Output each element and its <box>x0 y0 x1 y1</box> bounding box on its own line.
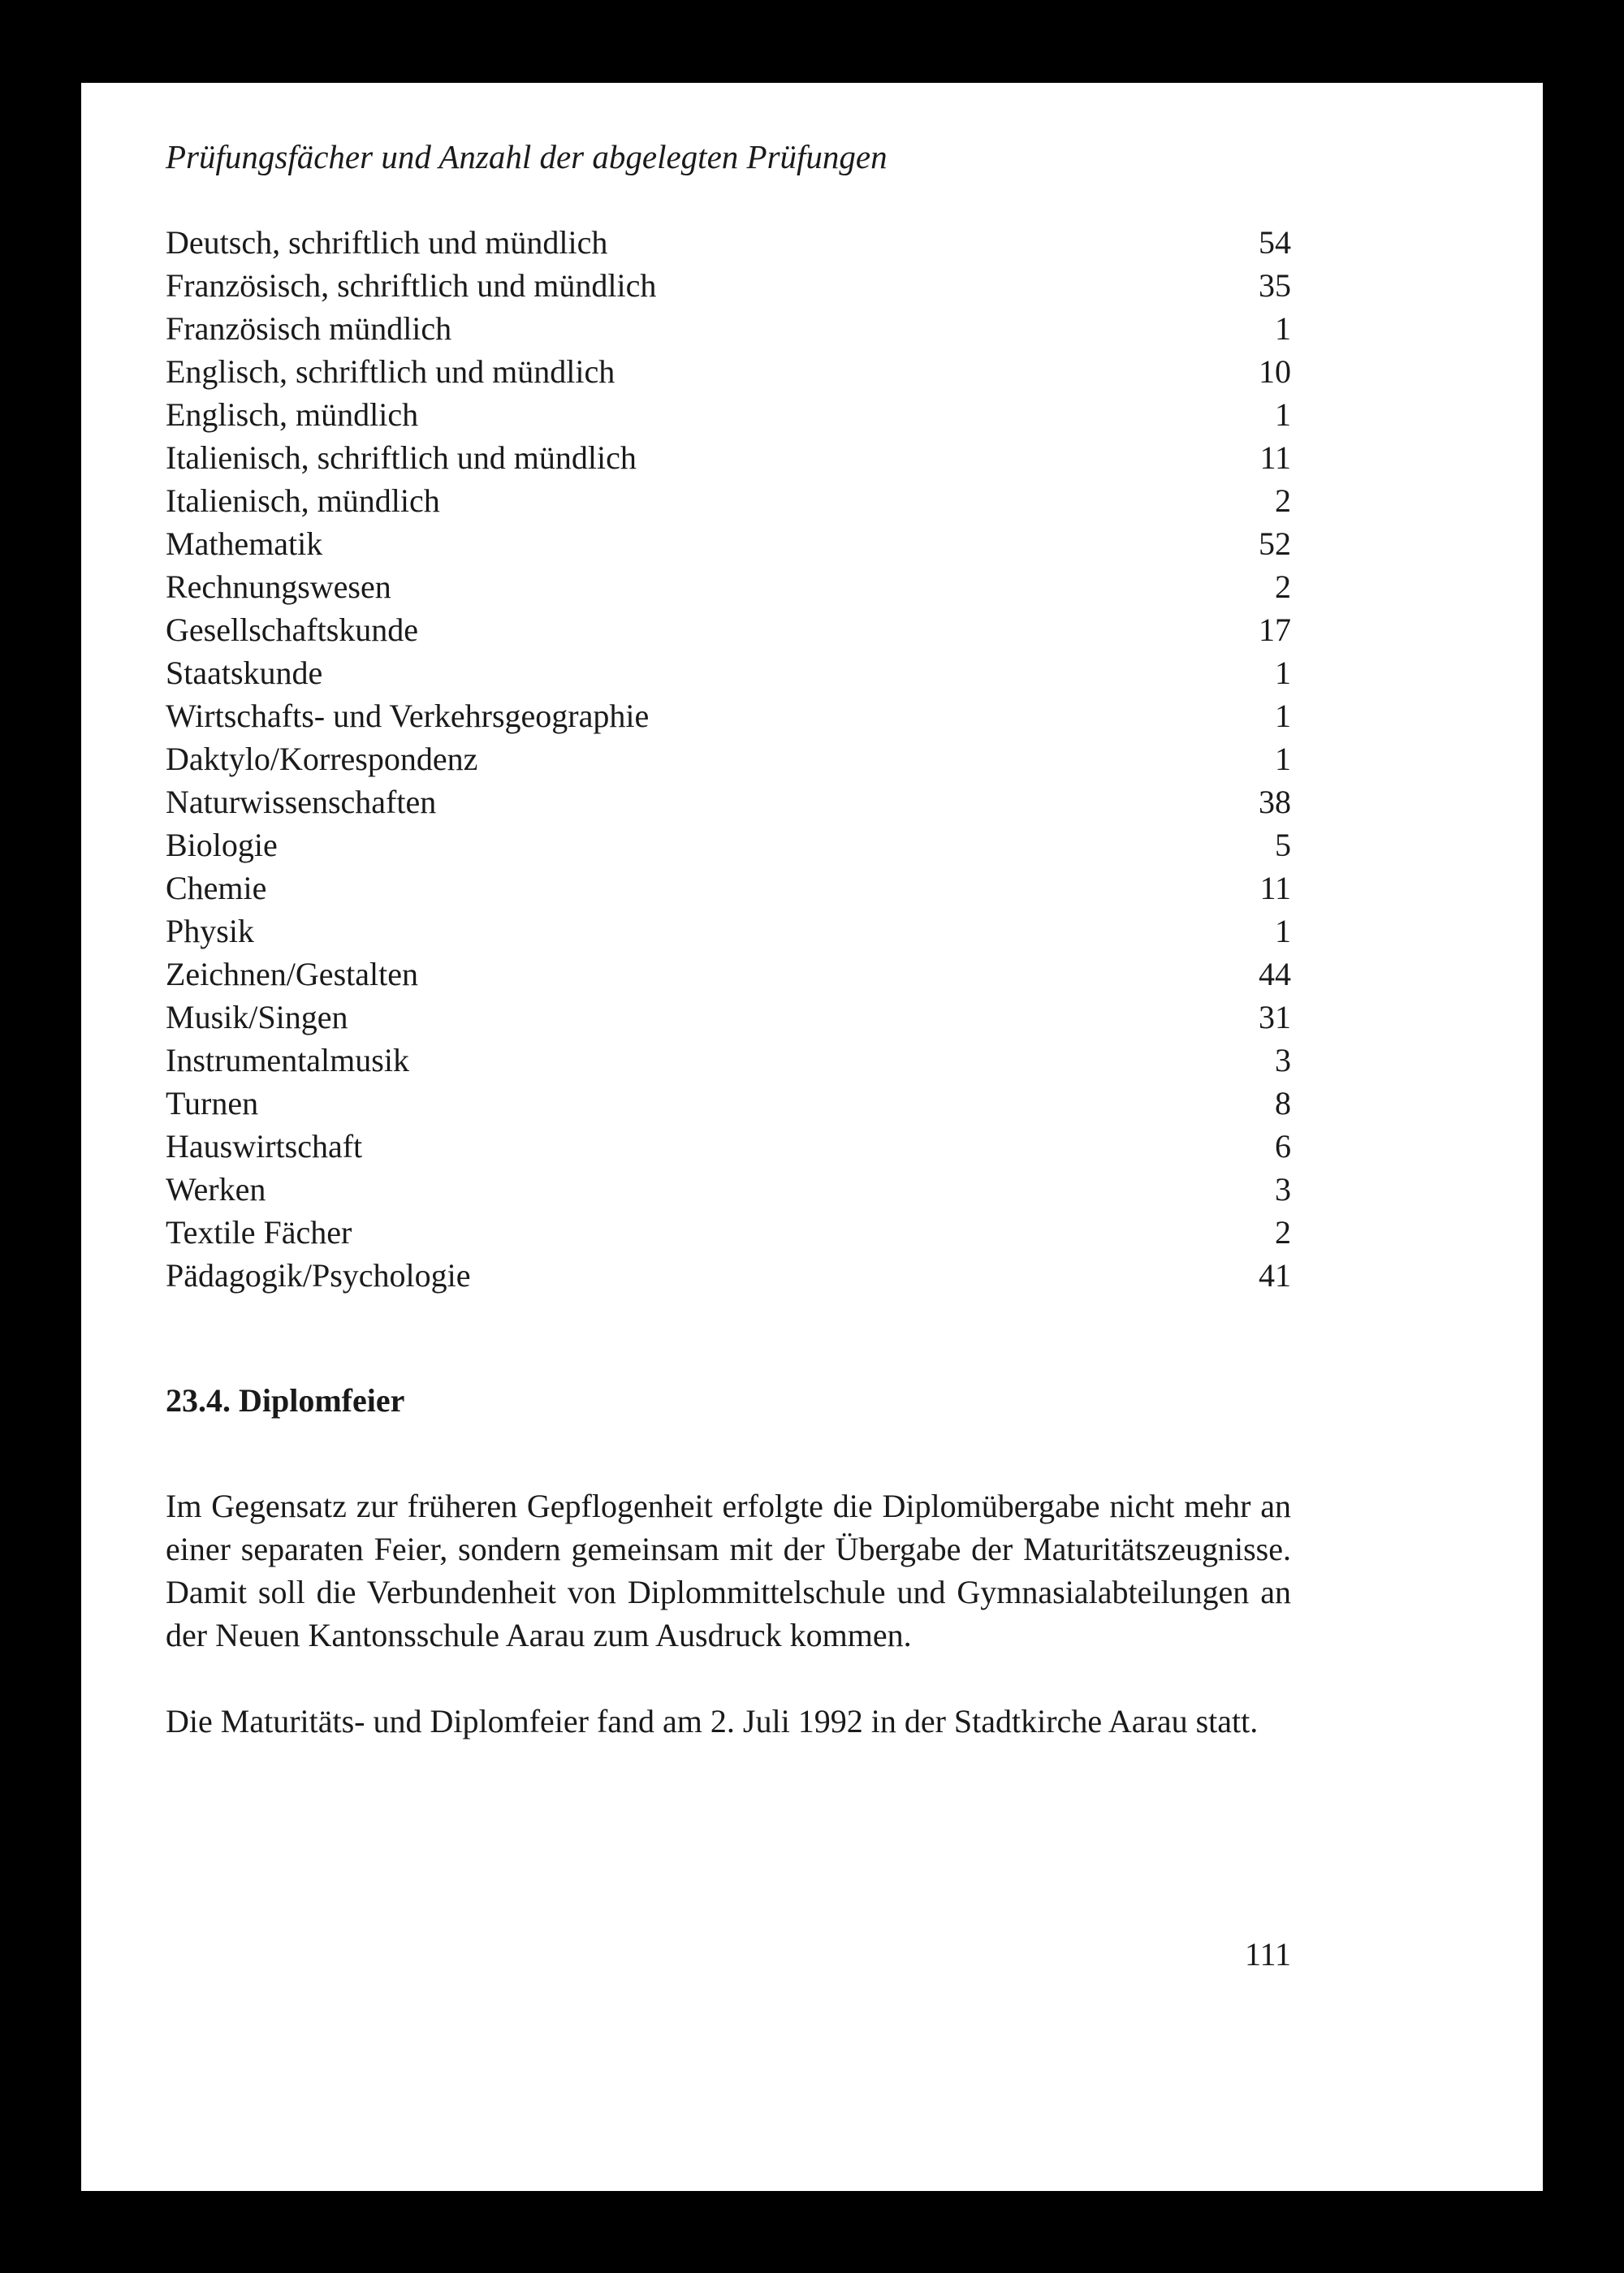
subject-count: 1 <box>1275 655 1291 691</box>
subject-name: Rechnungswesen <box>166 568 391 605</box>
subject-row <box>166 1168 1291 1211</box>
subject-row <box>166 221 1291 264</box>
subject-count: 1 <box>1275 698 1291 734</box>
subject-row <box>166 436 1291 479</box>
subject-name: Daktylo/Korrespondenz <box>166 741 478 777</box>
subject-count: 6 <box>1275 1128 1291 1165</box>
subject-row <box>166 780 1291 823</box>
subject-row <box>166 1125 1291 1168</box>
subject-row <box>166 350 1291 393</box>
subject-row <box>166 307 1291 350</box>
subject-name: Wirtschafts- und Verkehrsgeographie <box>166 698 650 734</box>
subject-name: Italienisch, mündlich <box>166 482 440 519</box>
subject-name: Biologie <box>166 827 278 863</box>
subject-count: 11 <box>1259 870 1291 906</box>
subject-count: 31 <box>1259 999 1291 1035</box>
subject-row <box>166 608 1291 651</box>
subject-count: 2 <box>1275 568 1291 605</box>
subject-count: 44 <box>1259 956 1291 992</box>
subject-row <box>166 866 1291 910</box>
subject-row <box>166 823 1291 866</box>
subject-name: Staatskunde <box>166 655 323 691</box>
subject-row <box>166 1254 1291 1297</box>
subject-count: 52 <box>1259 525 1291 562</box>
subject-row <box>166 953 1291 996</box>
subject-row <box>166 694 1291 737</box>
subject-row <box>166 479 1291 522</box>
section-paragraph: Die Maturitäts- und Diplomfeier fand am 2. Juli 1992 in der Stadtkirche Aarau statt. <box>166 1703 1259 1739</box>
subject-name: Instrumentalmusik <box>166 1042 409 1078</box>
subject-count: 38 <box>1259 784 1291 820</box>
subject-count: 3 <box>1275 1171 1291 1208</box>
section-heading: 23.4. Diplomfeier <box>166 1382 405 1419</box>
subject-row <box>166 264 1291 307</box>
subject-count: 1 <box>1275 741 1291 777</box>
subject-row <box>166 565 1291 608</box>
subject-count: 41 <box>1259 1257 1291 1294</box>
subject-count: 35 <box>1259 267 1291 304</box>
subject-name: Gesellschaftskunde <box>166 611 419 648</box>
subject-name: Englisch, mündlich <box>166 396 419 433</box>
subject-row <box>166 1039 1291 1082</box>
subject-count: 1 <box>1275 396 1291 433</box>
subject-count: 1 <box>1275 913 1291 949</box>
subject-row <box>166 1211 1291 1254</box>
page-number: 111 <box>1244 1936 1291 1973</box>
subject-count: 1 <box>1275 310 1291 347</box>
subject-name: Zeichnen/Gestalten <box>166 956 418 992</box>
subject-name: Pädagogik/Psychologie <box>166 1257 471 1294</box>
subject-count: 17 <box>1259 611 1291 648</box>
subject-count: 2 <box>1275 482 1291 519</box>
subject-count: 2 <box>1275 1214 1291 1251</box>
subject-count: 54 <box>1259 224 1291 261</box>
subject-count: 10 <box>1259 353 1291 390</box>
subject-name: Textile Fächer <box>166 1214 352 1251</box>
subject-name: Französisch mündlich <box>166 310 452 347</box>
subject-name: Italienisch, schriftlich und mündlich <box>166 439 637 476</box>
subject-name: Hauswirtschaft <box>166 1128 363 1165</box>
subject-row <box>166 393 1291 436</box>
subject-name: Turnen <box>166 1085 259 1121</box>
subject-row <box>166 996 1291 1039</box>
subject-count: 8 <box>1275 1085 1291 1121</box>
subject-count: 3 <box>1275 1042 1291 1078</box>
subject-name: Deutsch, schriftlich und mündlich <box>166 224 608 261</box>
subject-name: Musik/Singen <box>166 999 348 1035</box>
subject-name: Werken <box>166 1171 266 1208</box>
subject-count: 11 <box>1259 439 1291 476</box>
subject-list <box>166 221 1291 1297</box>
subject-count: 5 <box>1275 827 1291 863</box>
subject-name: Naturwissenschaften <box>166 784 437 820</box>
subject-name: Mathematik <box>166 525 323 562</box>
subject-name: Englisch, schriftlich und mündlich <box>166 353 615 390</box>
subject-name: Chemie <box>166 870 267 906</box>
subject-name: Französisch, schriftlich und mündlich <box>166 267 657 304</box>
table-heading: Prüfungsfächer und Anzahl der abgelegten Prüfungen <box>166 138 888 175</box>
subject-row <box>166 651 1291 694</box>
subject-row <box>166 522 1291 565</box>
subject-row <box>166 1082 1291 1125</box>
subject-row <box>166 737 1291 780</box>
subject-name: Physik <box>166 913 254 949</box>
subject-row <box>166 910 1291 953</box>
section-paragraph: Im Gegensatz zur früheren Gepflogenheit erfolgte die Diplomübergabe nicht mehr an einer separaten Feier, sondern gemeinsam mit der Übergabe der Maturitätszeugnisse. Damit soll die Verbundenheit von Diplommittelschule und Gymnasialabteilungen an der Neuen Kantonsschule Aarau zum Ausdruck kommen. <box>166 1488 1291 1653</box>
